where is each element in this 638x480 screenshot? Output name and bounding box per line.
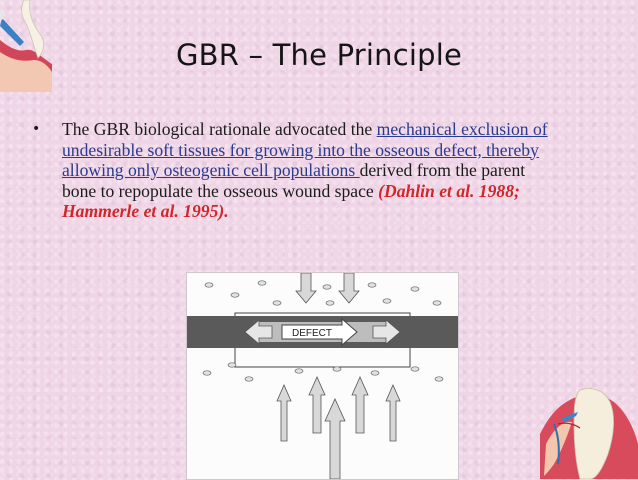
up-arrow-icon [309,377,325,433]
bullet-text [40,119,560,222]
bullet-paragraph [32,119,560,222]
up-arrow-icon [277,385,291,441]
slide-title: GBR – The Principle [175,38,463,72]
down-arrow-icon [296,273,316,303]
gbr-defect-diagram [186,272,459,480]
tooth-illustration-bottom-right [540,384,638,479]
up-arrow-icon [352,377,368,433]
citation: (Dahlin et al. 1988; Hammerle et al. 1995). [62,180,520,222]
text-intro: The GBR biological rationale advocated the [62,119,377,139]
up-arrow-icon [325,399,345,479]
text-continuation: derived from the parent bone to repopulate the osseous wound space [62,160,526,201]
down-arrow-icon [339,273,359,303]
bullet-marker: • [32,121,41,137]
defect-label: DEFECT [292,328,332,339]
up-arrow-icon [386,385,400,441]
highlighted-text: mechanical exclusion of undesirable soft tissues for growing into the osseous defect, thereby allowing only osteogenic cell populations [62,119,548,181]
